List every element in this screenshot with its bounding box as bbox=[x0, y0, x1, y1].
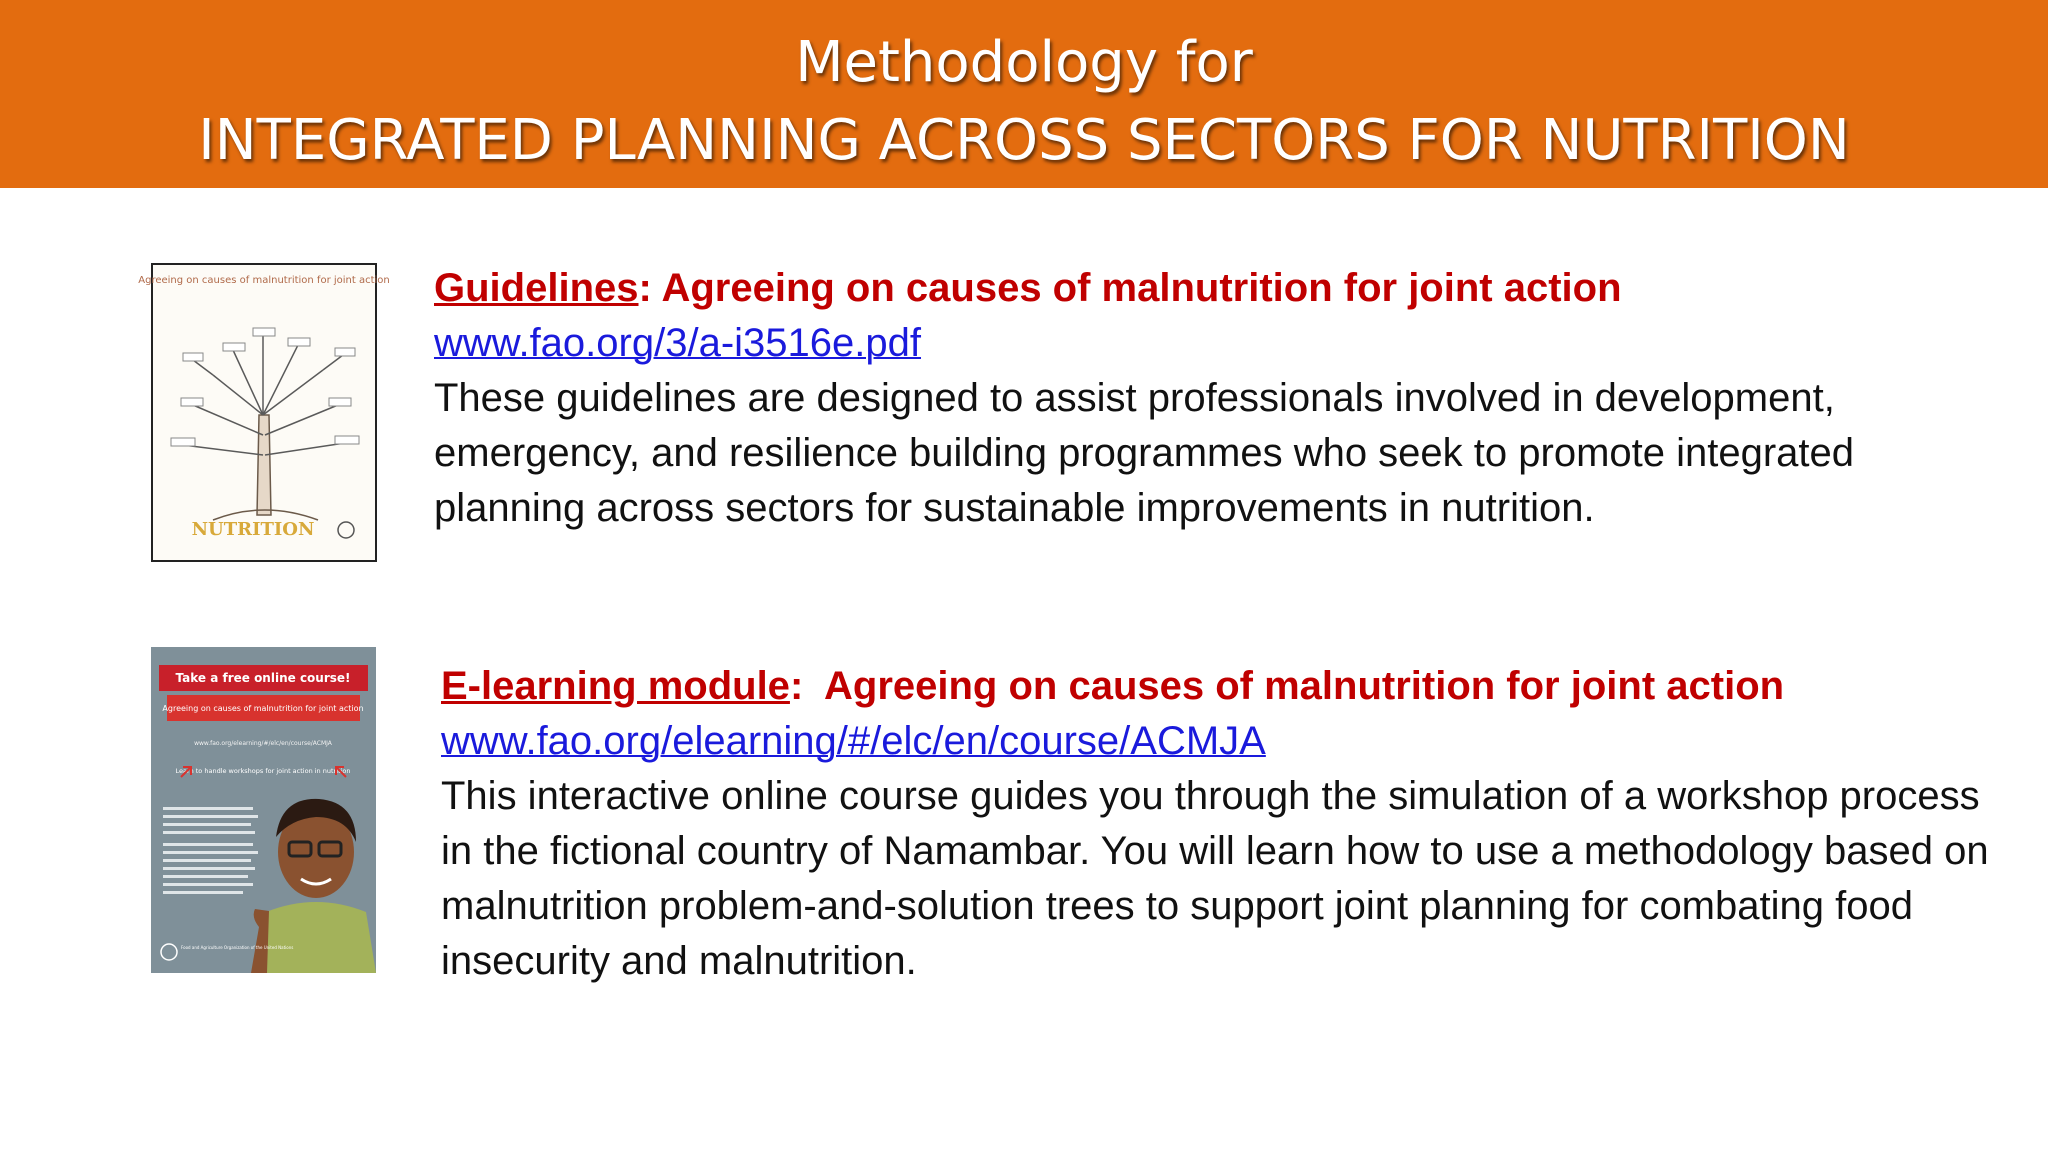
elearning-resource bbox=[441, 659, 2001, 989]
slide-title-line-2: INTEGRATED PLANNING ACROSS SECTORS FOR NUTRITION bbox=[198, 108, 1850, 173]
slide-title-line-1: Methodology for bbox=[795, 30, 1253, 95]
elearning-flyer-illustration bbox=[151, 647, 376, 973]
slide-title-banner bbox=[0, 0, 2048, 188]
elearning-label: E-learning module bbox=[441, 664, 790, 708]
cover-nutrition-word: NUTRITION bbox=[191, 519, 315, 540]
guidelines-label: Guidelines bbox=[434, 266, 639, 310]
elearning-description: This interactive online course guides you through the simulation of a workshop process in the fictional country of Namambar. You will learn how to use a methodology based on malnutrition problem-and-solution trees to support joint planning for combating food insecurity and malnutrition. bbox=[441, 774, 1989, 983]
flyer-title-text: Agreeing on causes of malnutrition for joint action bbox=[162, 704, 364, 713]
elearning-separator: : bbox=[789, 664, 824, 708]
guidelines-separator: : bbox=[638, 266, 662, 310]
guidelines-resource bbox=[434, 261, 1994, 536]
elearning-heading bbox=[441, 659, 2001, 714]
elearning-title: Agreeing on causes of malnutrition for joint action bbox=[824, 664, 1785, 708]
guidelines-cover-thumbnail[interactable] bbox=[138, 263, 390, 562]
guidelines-title: Agreeing on causes of malnutrition for joint action bbox=[661, 266, 1622, 310]
flyer-banner-text: Take a free online course! bbox=[175, 671, 351, 685]
cover-title-text: Agreeing on causes of malnutrition for joint action bbox=[138, 275, 390, 286]
guidelines-heading bbox=[434, 261, 1994, 316]
flyer-tagline-text: Learn to handle workshops for joint action in nutrition bbox=[175, 767, 351, 775]
guidelines-link[interactable]: www.fao.org/3/a-i3516e.pdf bbox=[434, 321, 921, 365]
flyer-org-text: Food and Agriculture Organization of the United Nations bbox=[181, 945, 294, 950]
elearning-flyer-thumbnail[interactable] bbox=[151, 647, 376, 973]
tree-illustration bbox=[138, 265, 390, 560]
guidelines-description: These guidelines are designed to assist professionals involved in development, emergency, and resilience building programmes who seek to promote integrated planning across sectors for sustainable improvements in nutrition. bbox=[434, 376, 1855, 530]
elearning-link[interactable]: www.fao.org/elearning/#/elc/en/course/ACMJA bbox=[441, 719, 1266, 763]
fao-logo-icon bbox=[338, 522, 354, 538]
flyer-url-text: www.fao.org/elearning/#/elc/en/course/ACMJA bbox=[194, 740, 332, 747]
